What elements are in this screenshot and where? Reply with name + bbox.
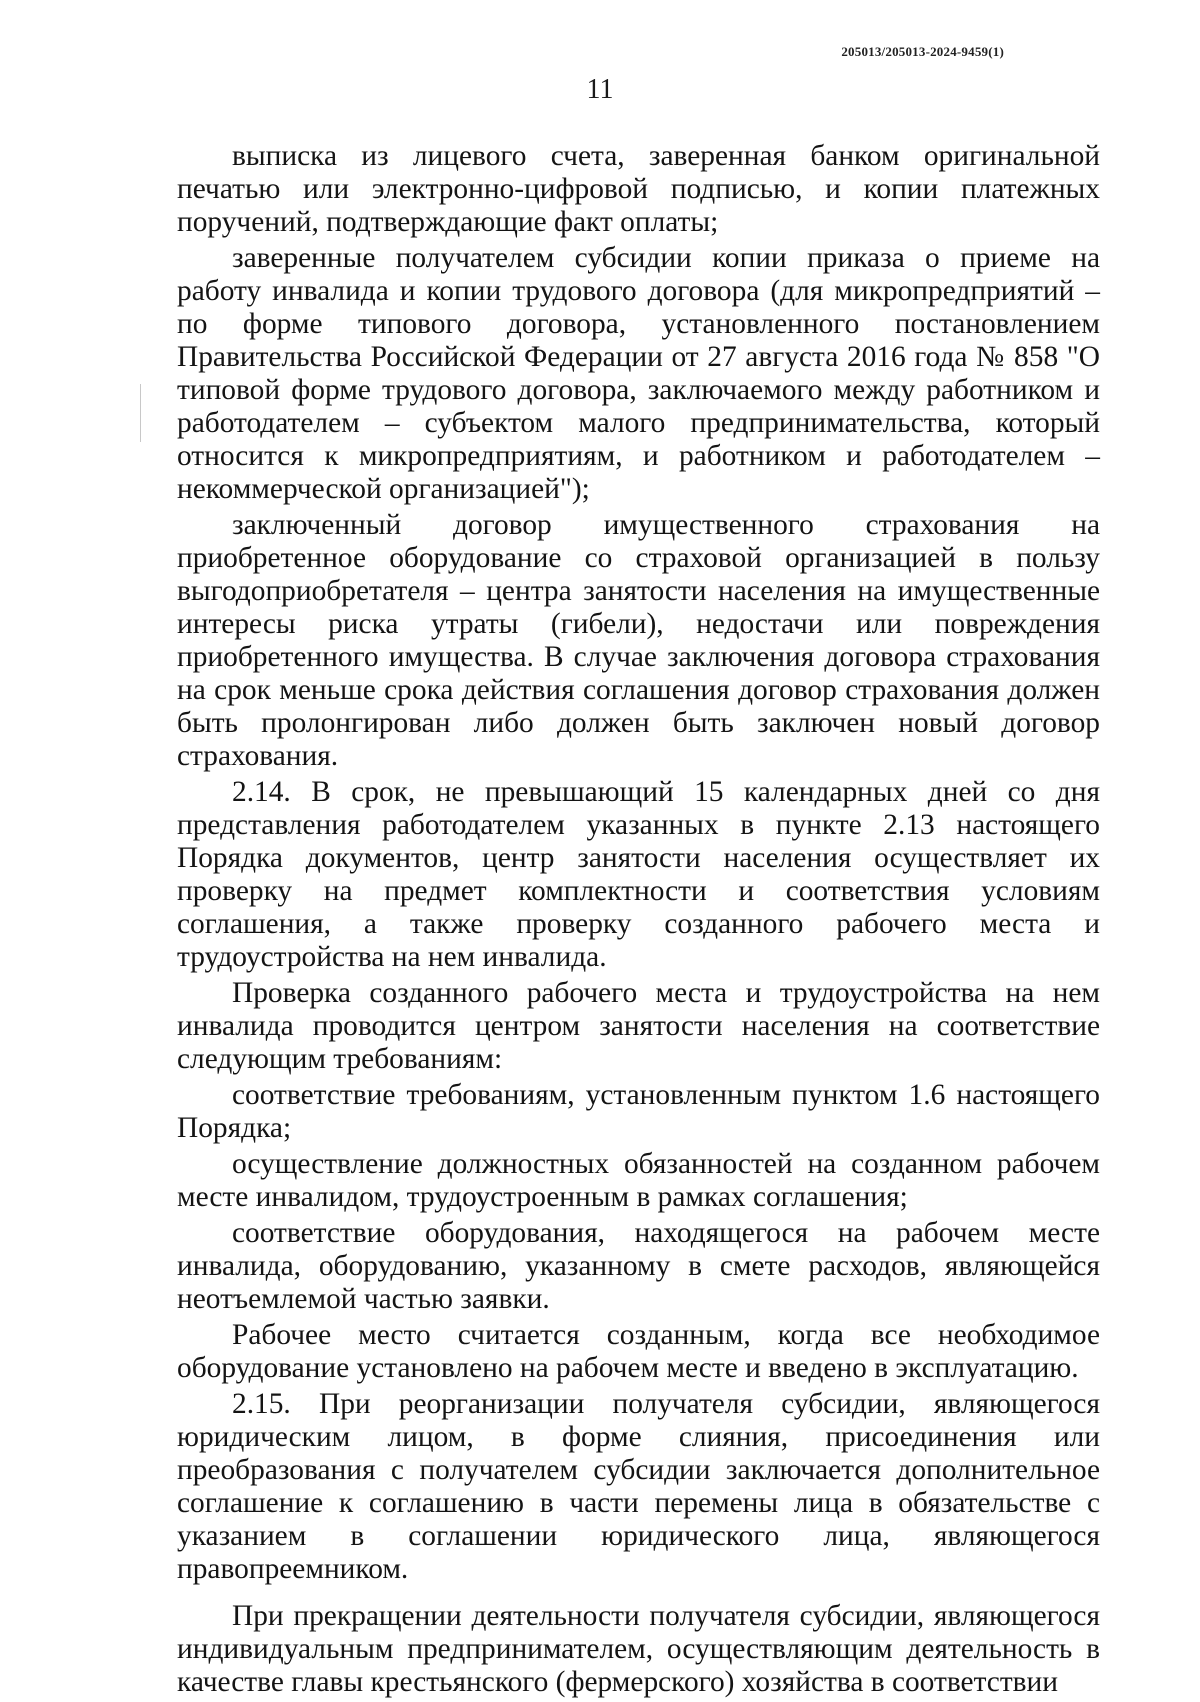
paragraph-equipment-match: соответствие оборудования, находящегося на рабочем месте инвалида, оборудованию, указанному в смете расходов, являющейся неотъемлемой частью заявки. [177,1217,1100,1315]
paragraph-duties-performance: осуществление должностных обязанностей на созданном рабочем месте инвалидом, трудоустроенным в рамках соглашения; [177,1148,1100,1213]
paragraph-termination: При прекращении деятельности получателя субсидии, являющегося индивидуальным предпринимателем, осуществляющим деятельность в качестве главы крестьянского (фермерского) хозяйства в соответствии [177,1600,1100,1698]
paragraph-workplace-created: Рабочее место считается созданным, когда все необходимое оборудование установлено на рабочем месте и введено в эксплуатацию. [177,1319,1100,1384]
paragraph-employment-order: заверенные получателем субсидии копии приказа о приеме на работу инвалида и копии трудового договора (для микропредприятий – по форме типового договора, установленного постановлением Правительства Российской Федерации от 27 августа 2016 года № 858 "О типовой форме трудового договора, заключаемого между работником и работодателем – субъектом малого предпринимательства, который относится к микропредприятиям, и работником и работодателем – некоммерческой организацией"); [177,242,1100,505]
document-id: 205013/205013-2024-9459(1) [841,44,1004,59]
paragraph-workplace-check: Проверка созданного рабочего места и трудоустройства на нем инвалида проводится центром занятости населения на соответствие следующим требованиям: [177,977,1100,1075]
paragraph-2-14: 2.14. В срок, не превышающий 15 календарных дней со дня представления работодателем указанных в пункте 2.13 настоящего Порядка документов, центр занятости населения осуществляет их проверку на предмет комплектности и соответствия условиям соглашения, а также проверку созданного рабочего места и трудоустройства на нем инвалида. [177,776,1100,973]
page-number: 11 [586,74,614,105]
paragraph-insurance-contract: заключенный договор имущественного страхования на приобретенное оборудование со страховой организацией в пользу выгодоприобретателя – центра занятости населения на имущественные интересы риска утраты (гибели), недостачи или повреждения приобретенного имущества. В случае заключения договора страхования на срок меньше срока действия соглашения договор страхования должен быть пролонгирован либо должен быть заключен новый договор страхования. [177,509,1100,772]
paragraph-2-15: 2.15. При реорганизации получателя субсидии, являющегося юридическим лицом, в форме слияния, присоединения или преобразования с получателем субсидии заключается дополнительное соглашение к соглашению в части перемены лица в обязательстве с указанием в соглашении юридического лица, являющегося правопреемником. [177,1388,1100,1585]
paragraph-requirement-1-6: соответствие требованиям, установленным пунктом 1.6 настоящего Порядка; [177,1079,1100,1144]
paragraph-account-statement: выписка из лицевого счета, заверенная банком оригинальной печатью или электронно-цифровой подписью, и копии платежных поручений, подтверждающие факт оплаты; [177,140,1100,238]
scan-margin-mark [140,384,141,442]
document-body [177,140,1100,1702]
